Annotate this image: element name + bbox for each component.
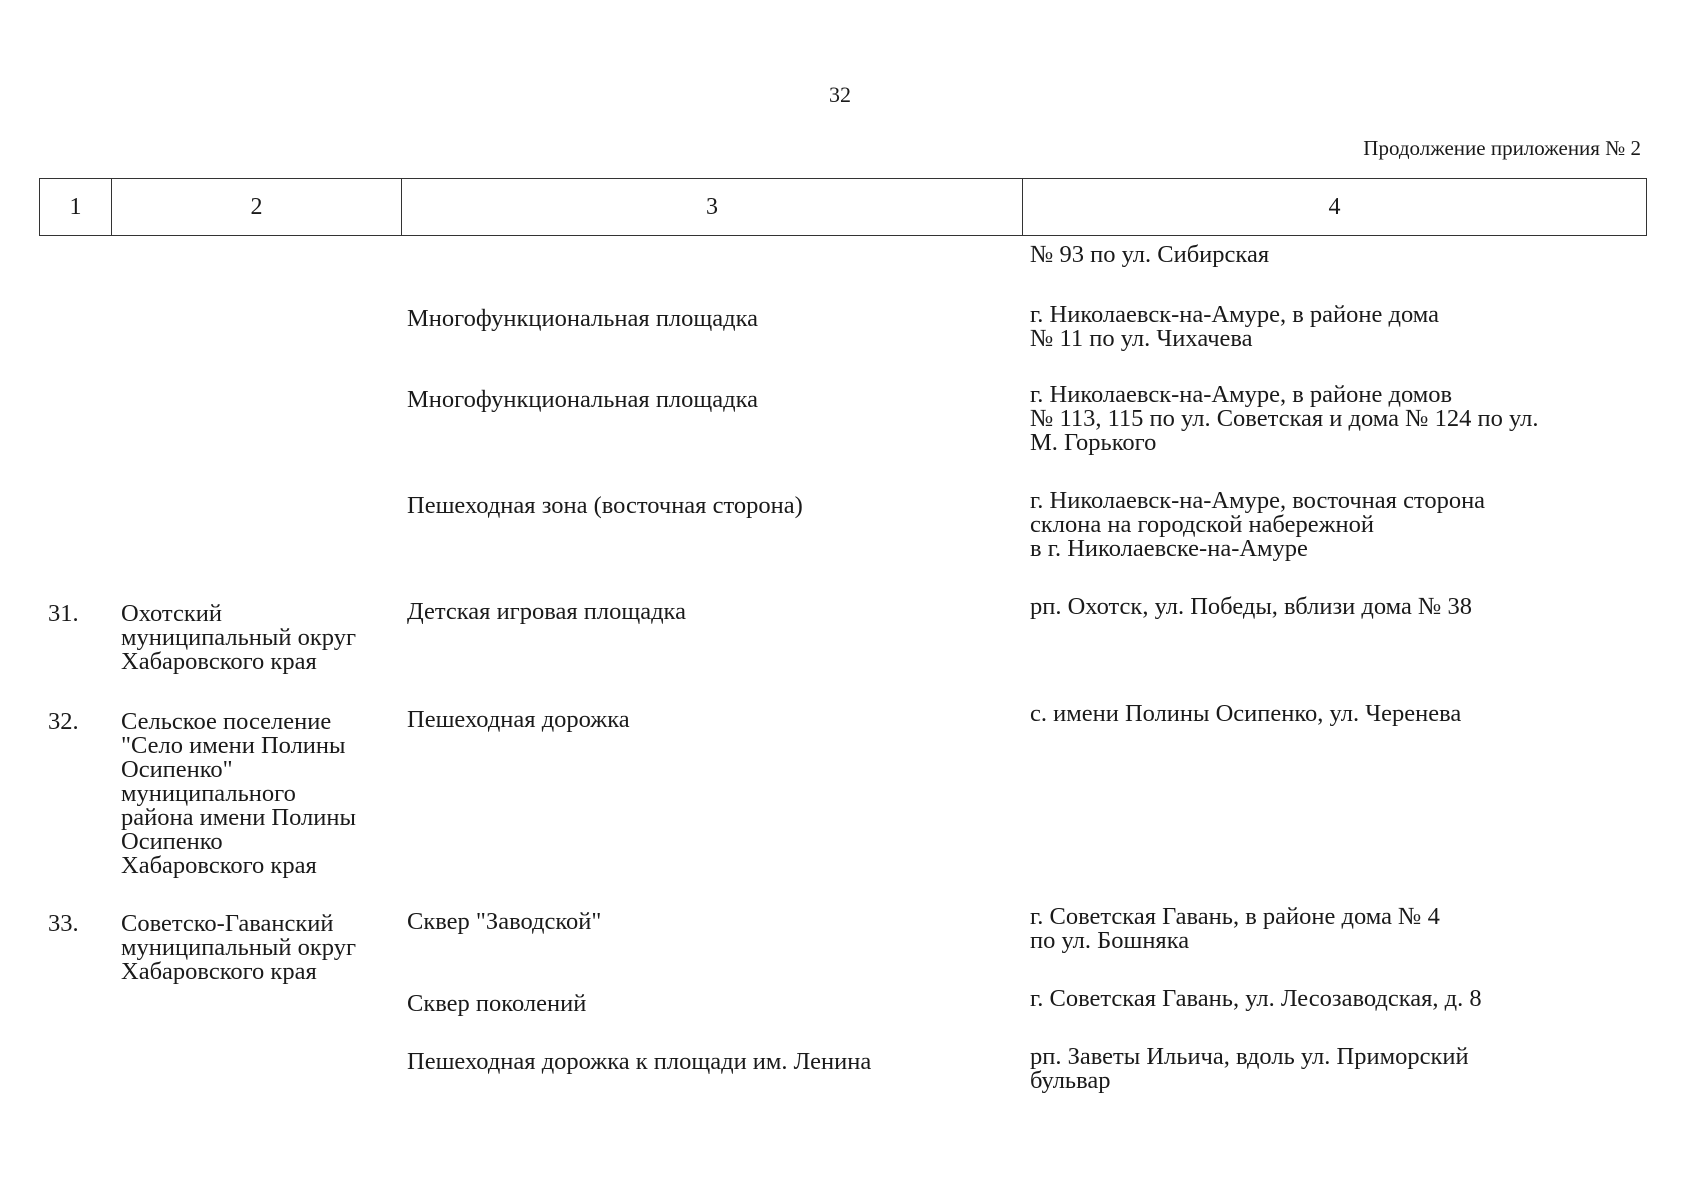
header-col-2: 2 [112, 179, 402, 235]
continuation-label: Продолжение приложения № 2 [1363, 136, 1641, 160]
row-address: № 93 по ул. Сибирская [1030, 241, 1270, 268]
row-address: рп. Заветы Ильича, вдоль ул. Приморский бульвар [1030, 1043, 1469, 1094]
row-object: Пешеходная дорожка к площади им. Ленина [407, 1048, 872, 1075]
table-header [39, 178, 1647, 236]
row-municipality: Сельское поселение "Село имени Полины Осипенко" муниципального района имени Полины Осипенко Хабаровского края [121, 708, 356, 879]
row-address: г. Николаевск-на-Амуре, в районе дома № 11 по ул. Чихачева [1030, 301, 1439, 352]
row-number: 32. [48, 708, 79, 735]
row-address: г. Николаевск-на-Амуре, восточная сторона склона на городской набережной в г. Николаевске-на-Амуре [1030, 487, 1486, 562]
row-address: рп. Охотск, ул. Победы, вблизи дома № 38 [1030, 593, 1472, 620]
row-number: 31. [48, 600, 79, 627]
row-address: г. Советская Гавань, ул. Лесозаводская, д. 8 [1030, 985, 1482, 1012]
header-col-3: 3 [402, 179, 1023, 235]
row-object: Пешеходная дорожка [407, 706, 630, 733]
row-address: г. Советская Гавань, в районе дома № 4 по ул. Бошняка [1030, 903, 1440, 954]
header-col-4: 4 [1328, 193, 1341, 220]
row-object: Многофункциональная площадка [407, 386, 759, 413]
row-address: г. Николаевск-на-Амуре, в районе домов № 113, 115 по ул. Советская и дома № 124 по ул. М. Горького [1030, 381, 1539, 456]
row-object: Детская игровая площадка [407, 598, 686, 625]
row-municipality: Охотский муниципальный округ Хабаровского края [121, 600, 356, 675]
row-municipality: Советско-Гаванский муниципальный округ Хабаровского края [121, 910, 356, 985]
row-object: Пешеходная зона (восточная сторона) [407, 492, 803, 519]
row-number: 33. [48, 910, 79, 937]
row-object: Сквер поколений [407, 990, 587, 1017]
page-number: 32 [829, 82, 851, 107]
row-object: Многофункциональная площадка [407, 305, 759, 332]
header-col-1: 1 [40, 179, 112, 235]
row-address: с. имени Полины Осипенко, ул. Черенева [1030, 700, 1462, 727]
row-object: Сквер "Заводской" [407, 908, 602, 935]
